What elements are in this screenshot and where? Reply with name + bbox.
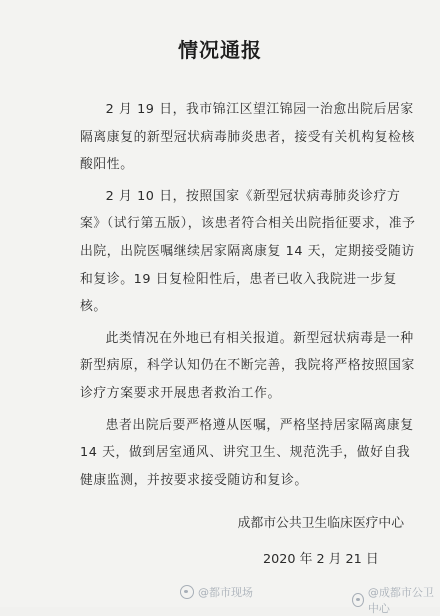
paragraph-1: 2 月 19 日，我市锦江区望江锦园一治愈出院后居家隔离康复的新型冠状病毒肺炎患者，接受有关机构复检核酸阳性。 (80, 102, 415, 173)
watermark-left-text: @都市现场 (198, 586, 253, 599)
issuer-name: 成都市公共卫生临床医疗中心 (237, 516, 404, 531)
paragraph-2: 2 月 10 日，按照国家《新型冠状病毒肺炎诊疗方案》（试行第五版），该患者符合相关出院指征要求，准予出院，出院医嘱继续居家隔离康复 14 天，定期接受随访和复诊。19 日复检阳性后，患者已收入我院进一步复核。 (80, 188, 416, 315)
signature-block (238, 506, 404, 578)
notice-title: 情况通报 (178, 38, 262, 62)
weibo-icon (180, 585, 194, 599)
notice-body (80, 96, 420, 494)
watermark-left (180, 584, 253, 600)
weibo-icon (352, 593, 364, 607)
watermark-right-text: @成都市公卫中心 (367, 586, 434, 615)
issue-date: 2020 年 2 月 21 日 (262, 552, 379, 567)
paragraph-3: 此类情况在外地已有相关报道。新型冠状病毒是一种新型病原，科学认知仍在不断完善，我院将严格按照国家诊疗方案要求开展患者救治工作。 (80, 330, 415, 401)
paragraph-4: 患者出院后要严格遵从医嘱，严格坚持居家隔离康复 14 天，做到居室通风、讲究卫生、规范洗手，做好自我健康监测，并按要求接受随访和复诊。 (80, 417, 414, 488)
watermark-right (352, 584, 440, 616)
